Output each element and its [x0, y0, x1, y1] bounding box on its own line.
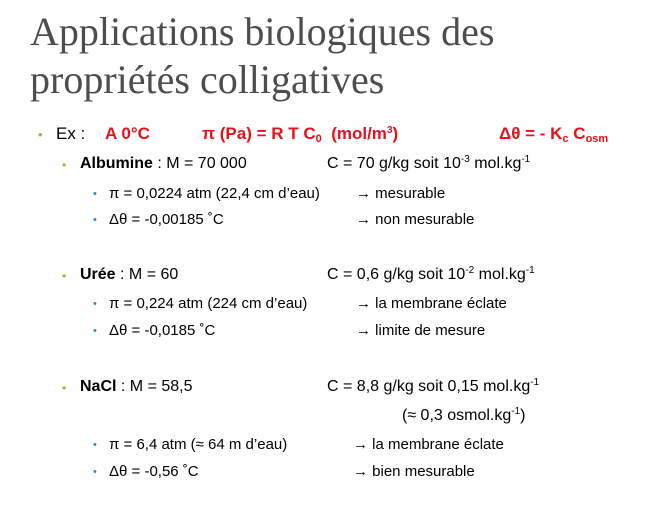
bullet-level3: •	[93, 214, 97, 226]
albumine-heading: Albumine : M = 70 000	[80, 155, 247, 172]
slide-title	[30, 8, 640, 104]
cryoscopy-formula: Δθ = - $K_c$ $C_{osm}$	[499, 124, 609, 145]
nacl-heading: NaCl : M = 58,5	[80, 378, 193, 395]
bullet-level3: •	[93, 325, 97, 337]
nacl-pressure-result: → la membrane éclate	[353, 436, 504, 453]
uree-delta-result: → limite de mesure	[356, 322, 486, 339]
ex-label: Ex :	[56, 124, 86, 143]
uree-pressure-result: → la membrane éclate	[356, 295, 507, 312]
nacl-delta: Δθ = -0,56 ˚C	[109, 463, 199, 480]
title-line-1: Applications biologiques des	[30, 9, 495, 54]
bullet-level3: •	[93, 439, 97, 451]
bullet-level3: •	[93, 188, 97, 200]
uree-pressure: π = 0,224 atm (224 cm d’eau)	[109, 295, 308, 312]
albumine-delta: Δθ = -0,00185 ˚C	[109, 211, 224, 228]
uree-delta: Δθ = -0,0185 ˚C	[109, 322, 216, 339]
nacl-pressure: π = 6,4 atm (≈ 64 m d’eau)	[109, 436, 288, 453]
bullet-level3: •	[93, 466, 97, 478]
bullet-level3: •	[93, 298, 97, 310]
nacl-delta-result: → bien mesurable	[353, 463, 475, 480]
bullet-level2: •	[62, 158, 67, 172]
albumine-delta-result: → non mesurable	[356, 211, 475, 228]
nacl-concentration: C = 8,8 g/kg soit 0,15 $mol.kg^{-1}$	[327, 377, 540, 395]
title-line-2: propriétés colligatives	[30, 57, 385, 102]
uree-concentration: C = 0,6 g/kg soit $10^{-2}$ $mol.kg^{-1}$	[327, 265, 535, 283]
bullet-level1: •	[38, 127, 43, 142]
uree-heading: Urée : M = 60	[80, 266, 179, 283]
albumine-pressure: π = 0,0224 atm (22,4 cm d’eau)	[109, 185, 320, 202]
bullet-level2: •	[62, 381, 67, 395]
nacl-osmolality: (≈ 0,3 $osmol.kg^{-1}$)	[402, 406, 526, 424]
ex-temperature: A 0°C	[105, 124, 150, 143]
osmotic-pressure-formula: π (Pa) = R T $C_0$ $(mol/m^3)$	[202, 124, 399, 145]
bullet-level2: •	[62, 269, 67, 283]
albumine-concentration: C = 70 g/kg soit $10^{-3}$ $mol.kg^{-1}$	[327, 154, 531, 172]
albumine-pressure-result: → mesurable	[356, 185, 446, 202]
